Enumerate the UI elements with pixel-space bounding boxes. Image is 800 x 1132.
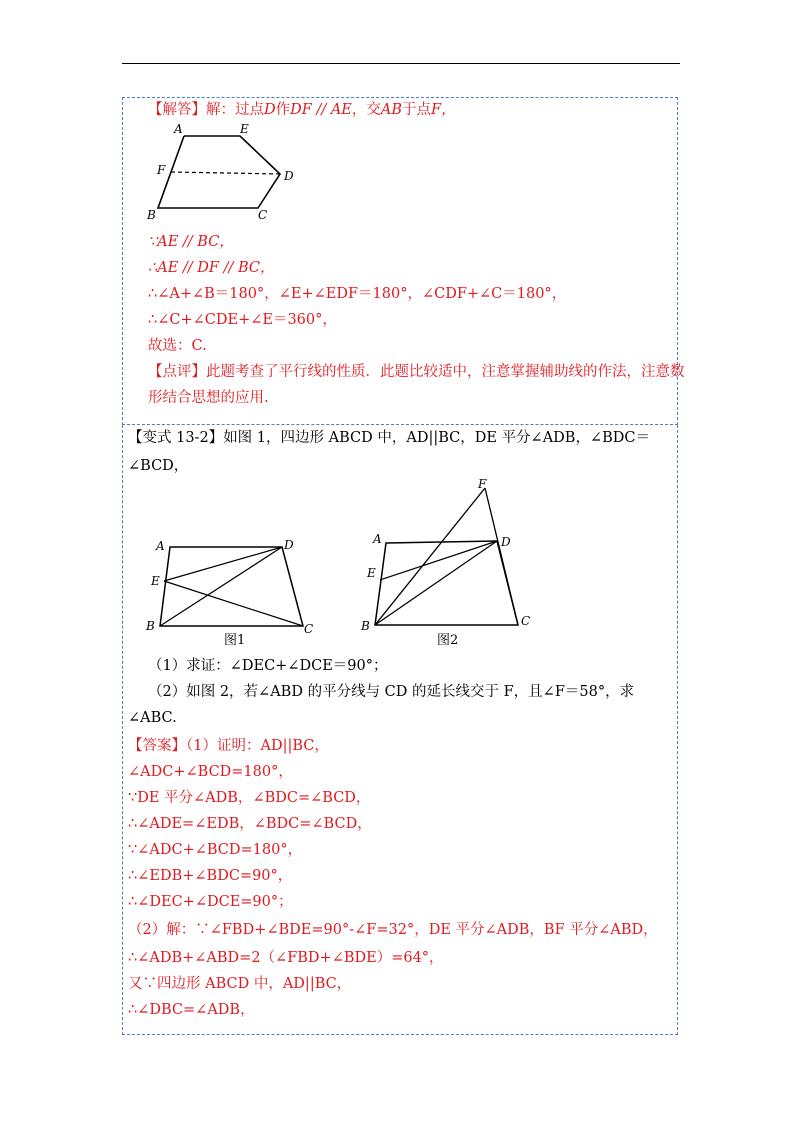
variant-header-cont: ∠BCD， bbox=[128, 458, 189, 474]
answer-line-3: ∵DE 平分∠ADB，∠BDC=∠BCD， bbox=[128, 790, 371, 806]
solution-line-1: ∵AE // BC， bbox=[148, 234, 234, 250]
solution-line-4: ∴∠C+∠CDE+∠E＝360°， bbox=[148, 312, 337, 328]
answer-line-9: ∴∠ADB+∠ABD=2（∠FBD+∠BDE）=64°， bbox=[128, 950, 444, 966]
figure-1 bbox=[140, 532, 330, 647]
solution-choice: 故选：C. bbox=[148, 338, 207, 354]
comment-line-1: 【点评】此题考查了平行线的性质．此题比较适中，注意掌握辅助线的作法，注意数 bbox=[148, 364, 685, 380]
solution-line-3: ∴∠A+∠B＝180°，∠E+∠EDF＝180°，∠CDF+∠C＝180°， bbox=[148, 286, 567, 302]
fig2-label-e: E bbox=[367, 566, 376, 580]
fig-label-a: A bbox=[174, 122, 183, 136]
question-2-cont: ∠ABC. bbox=[128, 710, 177, 726]
fig1-label-c: C bbox=[304, 622, 314, 636]
fig-label-f: F bbox=[157, 163, 166, 177]
header-rule bbox=[122, 63, 680, 64]
variant-header: 【变式 13-2】如图 1，四边形 ABCD 中，AD||BC，DE 平分∠ADB，∠BDC＝ bbox=[128, 430, 650, 446]
fig2-caption: 图2 bbox=[437, 633, 459, 648]
answer-line-4: ∴∠ADE=∠EDB，∠BDC=∠BCD， bbox=[128, 816, 372, 832]
fig-label-c: C bbox=[258, 208, 268, 222]
figure-2 bbox=[355, 476, 550, 648]
answer-line-1: 【答案】（1）证明：AD||BC， bbox=[128, 738, 329, 754]
fig1-caption: 图1 bbox=[224, 633, 246, 647]
answer-line-6: ∴∠EDB+∠BDC=90°， bbox=[128, 868, 293, 884]
question-2: （2）如图 2，若∠ABD 的平分线与 CD 的延长线交于 F，且∠F＝58°，求 bbox=[148, 684, 635, 700]
solution-header: 【解答】解：过点D作DF // AE，交AB于点F， bbox=[148, 102, 456, 118]
answer-line-5: ∵∠ADC+∠BCD=180°， bbox=[128, 842, 303, 858]
fig2-label-d: D bbox=[501, 535, 511, 549]
fig-label-d: D bbox=[284, 169, 294, 183]
answer-line-7: ∴∠DEC+∠DCE=90°； bbox=[128, 894, 293, 910]
fig-label-e: E bbox=[240, 122, 249, 136]
answer-line-8: （2）解：∵∠FBD+∠BDE=90°-∠F=32°，DE 平分∠ADB，BF 平分∠ABD， bbox=[128, 922, 658, 938]
fig1-label-a: A bbox=[156, 539, 165, 553]
pentagon-figure bbox=[140, 118, 310, 228]
fig2-label-a: A bbox=[373, 532, 382, 546]
answer-line-11: ∴∠DBC=∠ADB， bbox=[128, 1002, 255, 1018]
fig1-label-d: D bbox=[284, 538, 294, 552]
fig1-label-e: E bbox=[151, 574, 160, 588]
answer-line-2: ∠ADC+∠BCD=180°， bbox=[128, 764, 293, 780]
fig2-label-b: B bbox=[361, 619, 370, 633]
question-1: （1）求证：∠DEC+∠DCE＝90°； bbox=[148, 658, 388, 674]
fig2-label-c: C bbox=[521, 614, 531, 628]
solution-line-2: ∴AE // DF // BC， bbox=[148, 260, 275, 276]
comment-line-2: 形结合思想的应用. bbox=[148, 390, 269, 406]
fig-label-b: B bbox=[147, 208, 156, 222]
fig1-label-b: B bbox=[146, 619, 155, 633]
fig2-label-f: F bbox=[478, 477, 487, 491]
answer-line-10: 又∵四边形 ABCD 中，AD||BC， bbox=[128, 976, 352, 992]
